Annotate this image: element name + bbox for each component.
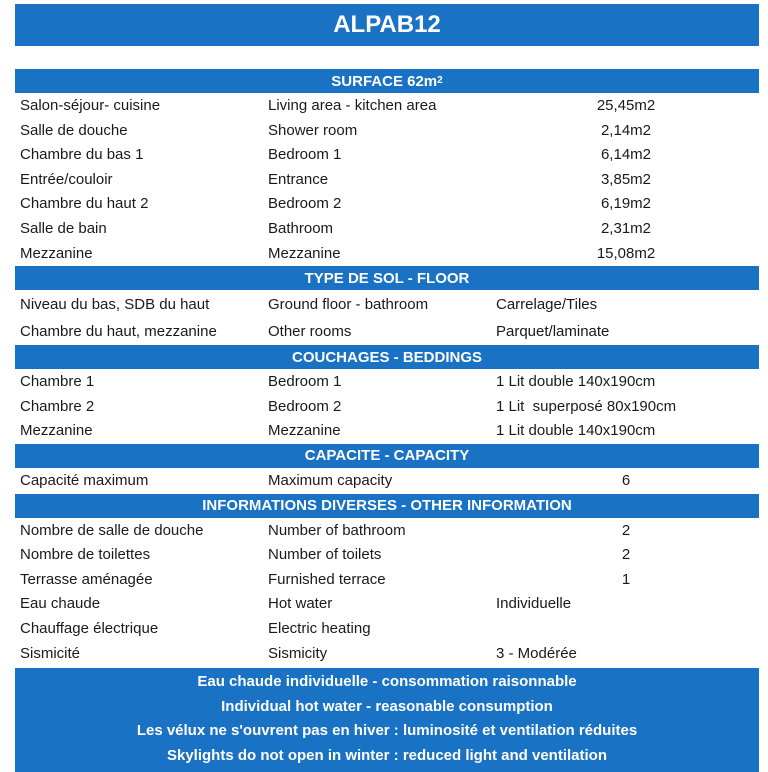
surface-header-text: SURFACE 62m (331, 72, 438, 90)
value: 1 Lit double 140x190cm (496, 373, 656, 391)
fr-label: Capacité maximum (20, 471, 149, 489)
surface-rows (15, 94, 759, 266)
table-row (15, 617, 759, 642)
en-label: Bedroom 1 (268, 373, 342, 391)
value: 2 (621, 546, 631, 564)
table-row (15, 568, 759, 593)
table-row (15, 217, 759, 242)
fr-label: Chambre du haut, mezzanine (20, 323, 217, 341)
value: 3 - Modérée (496, 644, 577, 662)
value: 3,85m2 (600, 170, 652, 188)
table-row (15, 192, 759, 217)
value: 1 (621, 570, 631, 588)
note-line: Les vélux ne s'ouvrent pas en hiver : luminosité et ventilation réduites (136, 722, 638, 740)
fr-label: Eau chaude (20, 595, 101, 613)
en-label: Maximum capacity (268, 471, 393, 489)
table-row (15, 519, 759, 544)
fr-label: Salon-séjour- cuisine (20, 97, 161, 114)
en-label: Ground floor - bathroom (268, 296, 429, 314)
value: 6,19m2 (600, 195, 652, 213)
fr-label: Terrasse aménagée (20, 570, 153, 588)
value: 2 (621, 521, 631, 539)
value: Individuelle (496, 595, 572, 613)
en-label: Living area - kitchen area (268, 97, 437, 114)
value: 15,08m2 (596, 244, 656, 262)
fr-label: Chambre du haut 2 (20, 195, 149, 213)
table-row (15, 168, 759, 193)
value: 1 Lit superposé 80x190cm (496, 397, 677, 415)
table-row (15, 469, 759, 494)
surface-header: SURFACE 62m 2 (15, 69, 759, 94)
table-row (15, 242, 759, 267)
en-label: Shower room (268, 121, 358, 139)
en-label: Mezzanine (268, 244, 341, 262)
table-row (15, 370, 759, 395)
en-label: Bathroom (268, 219, 334, 237)
table-row (15, 543, 759, 568)
fr-label: Entrée/couloir (20, 170, 113, 188)
fr-label: Chambre du bas 1 (20, 146, 144, 164)
fr-label: Chambre 2 (20, 397, 95, 415)
en-label: Hot water (268, 595, 333, 613)
en-label: Bedroom 1 (268, 146, 342, 164)
fr-label: Chauffage électrique (20, 619, 159, 637)
info-table (15, 69, 759, 772)
other-rows (15, 519, 759, 667)
value: 6,14m2 (600, 146, 652, 164)
value: 6 (621, 471, 631, 489)
note-line: Individual hot water - reasonable consumption (221, 697, 553, 715)
note-line: Eau chaude individuelle - consommation raisonnable (197, 673, 577, 691)
table-row (15, 143, 759, 168)
table-row (15, 642, 759, 667)
value: 2,14m2 (600, 121, 652, 139)
value: 25,45m2 (596, 97, 656, 114)
fr-label: Sismicité (20, 644, 81, 662)
value: 2,31m2 (600, 219, 652, 237)
fr-label: Mezzanine (20, 244, 93, 262)
en-label: Entrance (268, 170, 329, 188)
fr-label: Nombre de toilettes (20, 546, 151, 564)
table-row (15, 318, 759, 345)
table-row (15, 119, 759, 144)
value: 1 Lit double 140x190cm (496, 422, 656, 440)
en-label: Furnished terrace (268, 570, 386, 588)
value: Carrelage/Tiles (496, 296, 598, 314)
other-header: INFORMATIONS DIVERSES - OTHER INFORMATION (15, 494, 759, 519)
fr-label: Salle de bain (20, 219, 107, 237)
floor-rows (15, 291, 759, 345)
floor-header: TYPE DE SOL - FLOOR (15, 266, 759, 291)
en-label: Electric heating (268, 619, 371, 637)
capacity-rows (15, 469, 759, 494)
beddings-header: COUCHAGES - BEDDINGS (15, 345, 759, 370)
fr-label: Nombre de salle de douche (20, 521, 204, 539)
en-label: Number of toilets (268, 546, 382, 564)
fr-label: Salle de douche (20, 121, 128, 139)
en-label: Sismicity (268, 644, 328, 662)
table-row (15, 419, 759, 444)
beddings-rows (15, 370, 759, 444)
fr-label: Chambre 1 (20, 373, 95, 391)
en-label: Mezzanine (268, 422, 341, 440)
fr-label: Niveau du bas, SDB du haut (20, 296, 210, 314)
note-line: Skylights do not open in winter : reduced light and ventilation (166, 746, 608, 764)
notes-box (15, 668, 759, 772)
en-label: Bedroom 2 (268, 397, 342, 415)
en-label: Bedroom 2 (268, 195, 342, 213)
value: Parquet/laminate (496, 323, 610, 341)
en-label: Number of bathroom (268, 521, 406, 539)
table-row (15, 94, 759, 119)
table-row (15, 395, 759, 420)
table-row (15, 291, 759, 318)
page-title: ALPAB12 (15, 4, 759, 46)
en-label: Other rooms (268, 323, 352, 341)
fr-label: Mezzanine (20, 422, 93, 440)
capacity-header: CAPACITE - CAPACITY (15, 444, 759, 469)
table-row (15, 592, 759, 617)
